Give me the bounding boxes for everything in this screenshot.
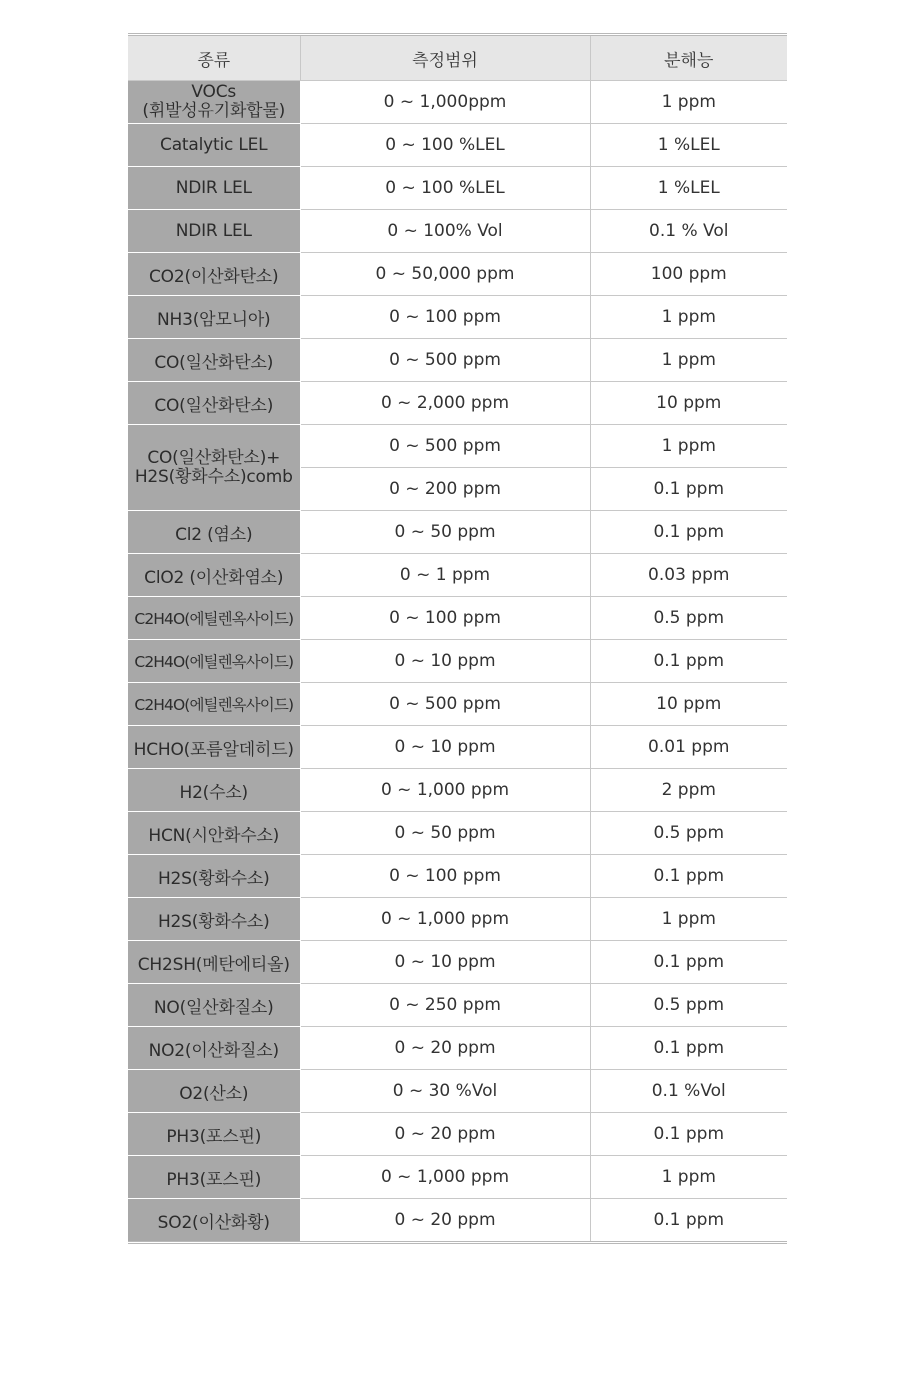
measure-range-cell: 0 ~ 100% Vol — [300, 210, 590, 253]
measure-range-cell: 0 ~ 1,000 ppm — [300, 898, 590, 941]
gas-kind-cell — [128, 167, 300, 210]
gas-kind-text: CO2(이산화탄소) — [149, 266, 279, 287]
gas-kind-text: HCN(시안화수소) — [148, 825, 280, 846]
resolution-cell: 0.1 ppm — [653, 1210, 725, 1230]
measure-range-cell: 0 ~ 100 ppm — [300, 296, 590, 339]
resolution-cell: 1 ppm — [590, 1156, 787, 1199]
gas-kind-cell — [128, 984, 300, 1027]
measure-range-cell: 0 ~ 20 ppm — [300, 1199, 590, 1242]
gas-kind-cell — [128, 769, 300, 812]
resolution-cell: 1 ppm — [590, 81, 787, 124]
resolution-cell: 0.1 ppm — [590, 941, 787, 984]
table-row — [128, 1199, 787, 1242]
resolution-cell: 0.1 % Vol — [590, 210, 787, 253]
measure-range-cell: 0 ~ 500 ppm — [300, 683, 590, 726]
measure-range-cell: 0 ~ 1 ppm — [300, 554, 590, 597]
measure-range-cell: 0 ~ 500 ppm — [300, 339, 590, 382]
gas-kind-cell — [128, 1113, 300, 1156]
measure-range-cell: 0 ~ 500 ppm — [300, 425, 590, 468]
gas-kind-cell — [128, 554, 300, 597]
resolution-cell: 0.5 ppm — [590, 812, 787, 855]
resolution-cell: 1 %LEL — [590, 124, 787, 167]
measure-range-cell: 0 ~ 100 ppm — [300, 597, 590, 640]
header-kind: 종류 — [128, 36, 300, 81]
gas-kind-cell — [128, 339, 300, 382]
gas-kind-text: SO2(이산화황) — [157, 1212, 270, 1233]
measure-range-cell: 0 ~ 250 ppm — [300, 984, 590, 1027]
gas-kind-text: H2S(황화수소) — [157, 868, 270, 889]
gas-kind-text: Catalytic LEL — [160, 135, 268, 155]
gas-kind-text: NO2(이산화질소) — [148, 1040, 279, 1061]
gas-kind-text: NH3(암모니아) — [157, 309, 271, 330]
gas-kind-cell — [128, 941, 300, 984]
resolution-cell: 10 ppm — [590, 683, 787, 726]
table-row — [128, 81, 787, 124]
gas-kind-text: H2S(황화수소)comb — [134, 466, 293, 487]
gas-kind-text: ClO2 (이산화염소) — [144, 567, 284, 588]
resolution-cell: 100 ppm — [590, 253, 787, 296]
resolution-cell: 0.5 ppm — [590, 984, 787, 1027]
header-resolution: 분해능 — [590, 36, 787, 81]
table-row — [128, 769, 787, 812]
gas-kind-cell — [128, 81, 300, 124]
gas-kind-cell — [128, 726, 300, 769]
table-row — [128, 167, 787, 210]
table-row — [128, 1156, 787, 1199]
table-row — [128, 210, 787, 253]
gas-kind-cell — [128, 640, 300, 683]
table-row — [128, 1113, 787, 1156]
table-row — [128, 554, 787, 597]
table-row — [128, 984, 787, 1027]
gas-kind-text: NO(일산화질소) — [153, 997, 274, 1018]
table-row — [128, 683, 787, 726]
measure-range-cell: 0 ~ 100 %LEL — [300, 124, 590, 167]
gas-kind-text: C2H4O(에틸렌옥사이드) — [134, 696, 294, 714]
header-row — [128, 36, 787, 81]
gas-kind-cell — [128, 683, 300, 726]
gas-kind-cell — [128, 253, 300, 296]
resolution-cell: 0.1 ppm — [590, 1113, 787, 1156]
measure-range-cell: 0 ~ 100 ppm — [300, 855, 590, 898]
gas-kind-cell — [128, 812, 300, 855]
measure-range-cell: 0 ~ 20 ppm — [300, 1113, 590, 1156]
measure-range-cell: 0 ~ 10 ppm — [300, 941, 590, 984]
resolution-cell: 0.1 ppm — [590, 468, 787, 511]
gas-kind-text: C2H4O(에틸렌옥사이드) — [134, 610, 294, 628]
gas-kind-cell — [128, 210, 300, 253]
resolution-cell: 1 ppm — [590, 898, 787, 941]
gas-kind-cell — [128, 124, 300, 167]
gas-kind-text: CO(일산화탄소) — [154, 352, 274, 373]
gas-kind-cell — [128, 855, 300, 898]
measure-range-cell: 0 ~ 200 ppm — [300, 468, 590, 511]
resolution-cell: 0.1 ppm — [590, 1027, 787, 1070]
table-row — [128, 726, 787, 769]
table-row — [128, 425, 787, 468]
table-row — [128, 124, 787, 167]
table-row — [128, 640, 787, 683]
gas-kind-text: (휘발성유기화합물) — [142, 101, 286, 121]
measure-range-cell: 0 ~ 10 ppm — [300, 726, 590, 769]
gas-kind-cell — [128, 597, 300, 640]
resolution-cell: 0.5 ppm — [590, 597, 787, 640]
resolution-cell: 0.1 %Vol — [590, 1070, 787, 1113]
gas-kind-cell — [128, 1027, 300, 1070]
gas-kind-cell — [128, 296, 300, 339]
gas-kind-text: Cl2 (염소) — [175, 524, 253, 545]
gas-kind-cell — [128, 898, 300, 941]
measure-range-cell: 0 ~ 50 ppm — [300, 511, 590, 554]
gas-kind-cell — [128, 1199, 300, 1242]
resolution-cell: 1 %LEL — [590, 167, 787, 210]
resolution-cell: 2 ppm — [590, 769, 787, 812]
resolution-cell: 1 ppm — [590, 296, 787, 339]
table-row — [128, 812, 787, 855]
resolution-cell: 1 ppm — [590, 339, 787, 382]
gas-kind-text: CH2SH(메탄에티올) — [137, 954, 290, 975]
gas-kind-text: H2(수소) — [179, 782, 248, 803]
resolution-cell: 0.1 ppm — [590, 640, 787, 683]
table-row — [128, 1027, 787, 1070]
gas-kind-text: NDIR LEL — [175, 221, 252, 241]
gas-kind-text: PH3(포스핀) — [166, 1126, 262, 1147]
table-row — [128, 941, 787, 984]
gas-spec-table-wrapper — [128, 33, 787, 1244]
gas-kind-cell — [128, 511, 300, 554]
gas-kind-text: H2S(황화수소) — [157, 911, 270, 932]
resolution-cell: 0.01 ppm — [590, 726, 787, 769]
measure-range-cell: 0 ~ 2,000 ppm — [300, 382, 590, 425]
gas-kind-text: CO(일산화탄소) — [154, 395, 274, 416]
header-range: 측정범위 — [300, 36, 590, 81]
gas-kind-text: C2H4O(에틸렌옥사이드) — [134, 653, 294, 671]
resolution-cell: 0.1 ppm — [590, 511, 787, 554]
gas-kind-cell — [128, 425, 300, 511]
table-row — [128, 382, 787, 425]
measure-range-cell: 0 ~ 10 ppm — [300, 640, 590, 683]
table-row — [128, 898, 787, 941]
gas-kind-text: HCHO(포름알데히드) — [133, 739, 294, 760]
gas-kind-text: O2(산소) — [179, 1083, 249, 1104]
table-row — [128, 511, 787, 554]
table-row — [128, 855, 787, 898]
measure-range-cell: 0 ~ 50 ppm — [300, 812, 590, 855]
resolution-cell: 1 ppm — [590, 425, 787, 468]
gas-kind-cell — [128, 382, 300, 425]
resolution-cell: 0.03 ppm — [590, 554, 787, 597]
table-row — [128, 597, 787, 640]
gas-kind-text: NDIR LEL — [175, 178, 252, 198]
gas-spec-table — [128, 36, 787, 1241]
table-bottom-rule — [128, 1241, 787, 1244]
table-row — [128, 1070, 787, 1113]
measure-range-cell: 0 ~ 1,000ppm — [300, 81, 590, 124]
gas-kind-cell — [128, 1070, 300, 1113]
measure-range-cell: 0 ~ 100 %LEL — [300, 167, 590, 210]
table-row — [128, 253, 787, 296]
resolution-cell: 10 ppm — [590, 382, 787, 425]
gas-kind-text: CO(일산화탄소)+ — [147, 447, 281, 468]
gas-kind-text: VOCs — [191, 82, 237, 102]
measure-range-cell: 0 ~ 1,000 ppm — [300, 769, 590, 812]
gas-kind-text: PH3(포스핀) — [166, 1169, 262, 1190]
measure-range-cell: 0 ~ 50,000 ppm — [300, 253, 590, 296]
gas-kind-cell — [128, 1156, 300, 1199]
resolution-cell: 0.1 ppm — [590, 855, 787, 898]
table-row — [128, 339, 787, 382]
measure-range-cell: 0 ~ 20 ppm — [300, 1027, 590, 1070]
table-row — [128, 296, 787, 339]
measure-range-cell: 0 ~ 30 %Vol — [300, 1070, 590, 1113]
measure-range-cell: 0 ~ 1,000 ppm — [300, 1156, 590, 1199]
